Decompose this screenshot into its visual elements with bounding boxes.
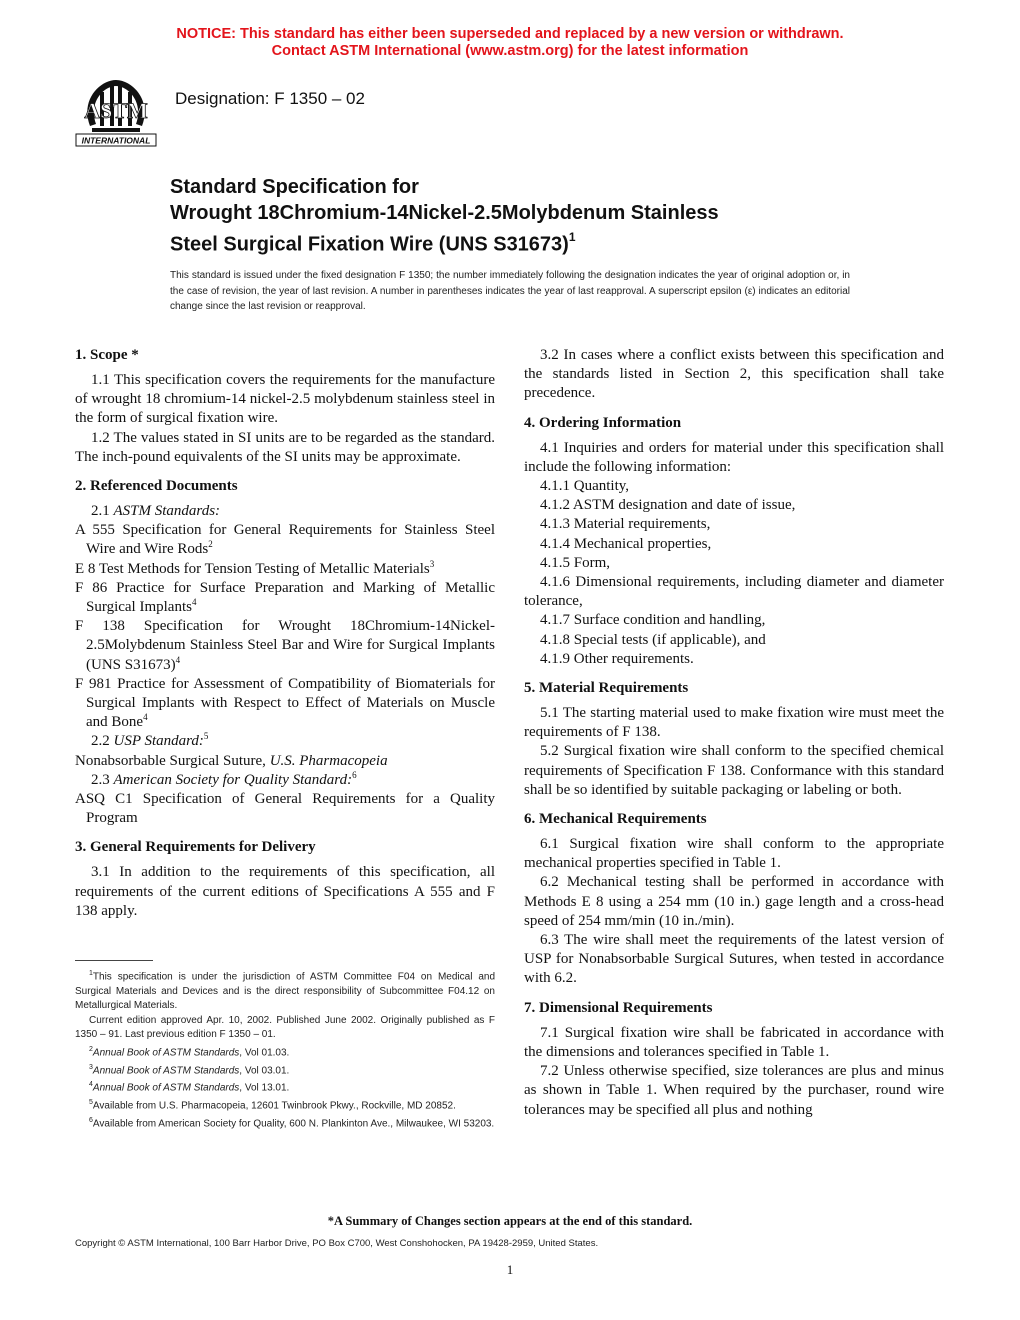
item-4-1-2: 4.1.2 ASTM designation and date of issue, [540,497,796,514]
section-6-heading: 6. Mechanical Requirements [524,811,707,828]
footnote-4: $^4$Annual Book of ASTM Standards, Vol 13.01. [89,1081,290,1094]
para-5-1: 5.1 The starting material used to make fixation wire must meet the requirements of F 138. [524,705,944,741]
footnote-rule [75,960,153,961]
ref-f138: F 138 Specification for Wrought 18Chromium-14Nickel-2.5Molybdenum Stainless Steel Bar and Wire for Surgical Implants (UNS S31673)$^4$ [75,618,495,673]
logo-subtext: INTERNATIONAL [81,135,151,146]
summary-of-changes-note: *A Summary of Changes section appears at the end of this standard. [327,1214,693,1228]
ref-a555: A 555 Specification for General Requirements for Stainless Steel Wire and Wire Rods$^2$ [75,522,495,558]
footnote-2: $^2$Annual Book of ASTM Standards, Vol 01.03. [89,1045,290,1059]
para-1-1: 1.1 This specification covers the requirements for the manufacture of wrought 18 chromium-14 nickel-2.5 molybdenum stainless steel in the form of surgical fixation wire. [75,372,495,427]
para-2-2: 2.2 USP Standard:$^5$ [91,731,209,750]
footnote-1: $^1$This specification is under the jurisdiction of ASTM Committee F04 on Medical and Surgical Materials and Devices and is the direct responsibility of Subcommittee F04.12 on Metallurgical Materials. [75,970,495,1012]
title-line-1: Standard Specification for [170,176,419,198]
ref-f981: F 981 Practice for Assessment of Compatibility of Biomaterials for Surgical Implants with Respect to Effect of Materials on Muscle and Bone$^4$ [75,675,495,731]
notice-line-1: NOTICE: This standard has either been superseded and replaced by a new version or withdrawn. [176,26,844,42]
designation: Designation: F 1350 – 02 [175,89,365,108]
intro-paragraph: This standard is issued under the fixed designation F 1350; the number immediately following the designation indicates the year of original adoption or, in the case of revision, the year of last revision. A number in parentheses indicates the year of last reapproval. A superscript epsilon (ε) indicates an editorial change since the last revision or reapproval. [170,270,850,312]
item-4-1-6: 4.1.6 Dimensional requirements, including diameter and diameter tolerance, [524,574,944,610]
page-number: 1 [506,1262,514,1277]
item-4-1-8: 4.1.8 Special tests (if applicable), and [540,631,766,648]
para-3-2: 3.2 In cases where a conflict exists between this specification and the standards listed in Section 2, this specification shall take precedence. [524,347,944,402]
right-column [524,346,944,1120]
para-7-1: 7.1 Surgical fixation wire shall be fabricated in accordance with the dimensions and tolerances specified in Table 1. [524,1024,944,1060]
ref-usp: Nonabsorbable Surgical Suture, U.S. Pharmacopeia [75,752,388,769]
section-4-heading: 4. Ordering Information [524,414,682,431]
item-4-1-5: 4.1.5 Form, [540,554,611,571]
item-4-1-4: 4.1.4 Mechanical properties, [540,535,712,552]
ref-asq-c1: ASQ C1 Specification of General Requirements for a Quality Program [75,791,495,827]
footnote-5: $^5$Available from U.S. Pharmacopeia, 12601 Twinbrook Pkwy., Rockville, MD 20852. [89,1099,456,1112]
footnotes [75,960,495,1132]
item-4-1-1: 4.1.1 Quantity, [540,478,630,495]
item-4-1-3: 4.1.3 Material requirements, [540,516,711,533]
section-2-heading: 2. Referenced Documents [75,478,238,495]
footnote-6: $^6$Available from American Society for Quality, 600 N. Plankinton Ave., Milwaukee, WI 53203. [89,1117,495,1130]
item-4-1-7: 4.1.7 Surface condition and handling, [540,612,766,629]
para-6-3: 6.3 The wire shall meet the requirements of the latest version of USP for Nonabsorbable Surgical Sutures, when tested in accordance with 6.2. [524,932,944,987]
section-7-heading: 7. Dimensional Requirements [524,999,713,1016]
logo-text: ASTM [84,98,148,123]
para-1-2: 1.2 The values stated in SI units are to be regarded as the standard. The inch-pound equivalents of the SI units may be approximate. [75,429,495,465]
item-4-1-9: 4.1.9 Other requirements. [540,650,694,667]
notice-banner [0,26,1020,60]
astm-logo [70,70,162,152]
title-line-3: Steel Surgical Fixation Wire (UNS S31673)$^1$ [170,230,576,256]
footnote-3: $^3$Annual Book of ASTM Standards, Vol 03.01. [89,1063,290,1076]
footnote-1b: Current edition approved Apr. 10, 2002. Published June 2002. Originally published as F 1350 – 91. Last previous edition F 1350 – 01. [75,1014,495,1041]
document-title [170,174,890,258]
ref-e8: E 8 Test Methods for Tension Testing of Metallic Materials$^3$ [75,558,435,577]
para-5-2: 5.2 Surgical fixation wire shall conform to the specified chemical requirements of Specification F 138. Conformance with this standard shall be so identified by suitable packaging or labeling or both. [524,743,944,798]
section-3-heading: 3. General Requirements for Delivery [75,839,316,856]
section-1-heading: 1. Scope * [75,347,139,363]
para-7-2: 7.2 Unless otherwise specified, size tolerances are plus and minus as shown in Table 1. When required by the purchaser, round wire tolerances may be specified all plus and nothing [524,1063,944,1118]
para-2-3: 2.3 American Society for Quality Standard:$^6$ [91,769,357,788]
para-6-1: 6.1 Surgical fixation wire shall conform to the appropriate mechanical properties specified in Table 1. [524,836,944,872]
section-5-heading: 5. Material Requirements [524,680,689,697]
para-2-1: 2.1 ASTM Standards: [91,503,221,520]
para-6-2: 6.2 Mechanical testing shall be performed in accordance with Methods E 8 using a 254 mm (10 in.) gage length and a cross-head speed of 254 mm/min (10 in./min). [524,874,944,929]
para-3-1: 3.1 In addition to the requirements of this specification, all requirements of the current editions of Specifications A 555 and F 138 apply. [75,864,495,919]
para-4-1: 4.1 Inquiries and orders for material under this specification shall include the following information: [524,439,944,475]
title-line-2: Wrought 18Chromium-14Nickel-2.5Molybdenum Stainless [170,202,719,224]
ref-f86: F 86 Practice for Surface Preparation and Marking of Metallic Surgical Implants$^4$ [75,579,495,616]
title-footnote-ref[interactable]: 1 [568,230,576,244]
left-column [75,346,495,921]
notice-line-2: Contact ASTM International (www.astm.org) for the latest information [271,43,749,59]
copyright-line: Copyright © ASTM International, 100 Barr Harbor Drive, PO Box C700, West Conshohocken, PA 19428-2959, United States. [75,1238,599,1249]
